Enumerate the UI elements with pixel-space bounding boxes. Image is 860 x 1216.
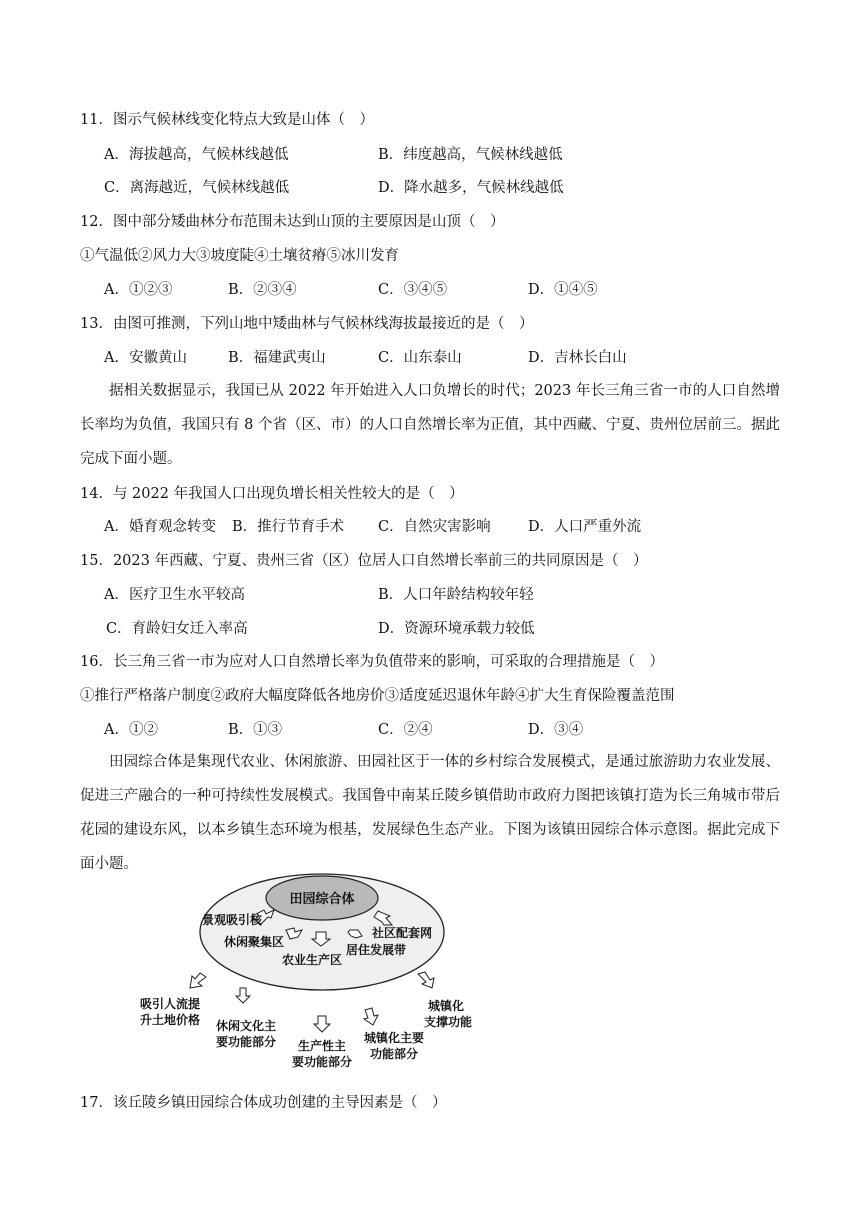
label-urban-func-2: 功能部分 bbox=[370, 1047, 419, 1061]
q11-option-d: D．降水越多，气候林线越低 bbox=[378, 180, 564, 196]
label-urban-support-2: 支撑功能 bbox=[424, 1015, 473, 1029]
diagram-center-label: 田园综合体 bbox=[289, 892, 355, 907]
q15-option-a: A．医疗卫生水平较高 bbox=[104, 587, 245, 603]
label-attract-2: 升土地价格 bbox=[140, 1013, 201, 1027]
q14-option-b: B．推行节育手术 bbox=[232, 519, 345, 535]
label-urban-support-1: 城镇化 bbox=[428, 999, 465, 1013]
q12-option-d: D．①④⑤ bbox=[528, 282, 598, 298]
q16-option-a: A．①② bbox=[104, 722, 158, 738]
q12-option-a: A．①②③ bbox=[104, 282, 173, 298]
arrow-icon bbox=[314, 1016, 330, 1032]
label-urban-func-1: 城镇化主要 bbox=[364, 1031, 425, 1045]
q13-option-a: A．安徽黄山 bbox=[104, 350, 187, 366]
q11-option-b: B．纬度越高，气候林线越低 bbox=[378, 147, 563, 163]
q15-option-c: C．育龄妇女迁入率高 bbox=[106, 621, 248, 637]
q12-option-c: C．③④⑤ bbox=[378, 282, 448, 298]
q16-option-b: B．①③ bbox=[228, 722, 283, 738]
label-leisure-func-1: 休闲文化主 bbox=[216, 1019, 277, 1033]
q11-option-a: A．海拔越高，气候林线越低 bbox=[104, 147, 289, 163]
question-12-stem: 12．图中部分矮曲林分布范围未达到山顶的主要原因是山顶（ ） bbox=[80, 214, 505, 230]
q16-items: ①推行严格落户制度②政府大幅度降低各地房价③适度延迟退休年龄④扩大生育保险覆盖范围 bbox=[80, 688, 675, 704]
question-14-stem: 14．与 2022 年我国人口出现负增长相关性较大的是（ ） bbox=[80, 486, 464, 502]
q13-option-d: D．吉林长白山 bbox=[528, 350, 627, 366]
q13-option-b: B．福建武夷山 bbox=[228, 350, 326, 366]
label-leisure-func-2: 要功能部分 bbox=[216, 1035, 277, 1049]
question-15-stem: 15．2023 年西藏、宁夏、贵州三省（区）位居人口自然增长率前三的共同原因是（ ） bbox=[80, 553, 648, 569]
q15-option-b: B．人口年龄结构较年轻 bbox=[378, 587, 534, 603]
label-attract-1: 吸引人流提 bbox=[140, 997, 201, 1011]
q15-option-d: D．资源环境承载力较低 bbox=[378, 621, 535, 637]
q16-option-d: D．③④ bbox=[528, 722, 584, 738]
q14-option-d: D．人口严重外流 bbox=[528, 519, 642, 535]
label-prod-func-1: 生产性主 bbox=[298, 1039, 347, 1053]
arrow-icon bbox=[236, 988, 250, 1003]
passage-population: 据相关数据显示，我国已从 2022 年开始进入人口负增长的时代；2023 年长三角三省一市的人口自然增长率均为负值，我国只有 8 个省（区、市）的人口自然增长率为正值，其中西藏、宁夏、贵州位居前三。据此完成下面小题。 bbox=[80, 383, 780, 467]
question-17-stem: 17．该丘陵乡镇田园综合体成功创建的主导因素是（ ） bbox=[80, 1095, 447, 1111]
label-leisure-zone: 休闲聚集区 bbox=[224, 935, 285, 949]
passage-pastoral-complex: 田园综合体是集现代农业、休闲旅游、田园社区于一体的乡村综合发展模式，是通过旅游助力农业发展、促进三产融合的一种可持续性发展模式。我国鲁中南某丘陵乡镇借助市政府力图把该镇打造为长三角城市带后花园的建设东风，以本乡镇生态环境为根基，发展绿色生态产业。下图为该镇田园综合体示意图。据此完成下面小题。 bbox=[80, 754, 780, 872]
q14-option-c: C．自然灾害影响 bbox=[378, 519, 491, 535]
q11-option-c: C．离海越近，气候林线越低 bbox=[104, 180, 290, 196]
arrow-icon bbox=[190, 973, 206, 988]
label-living-belt: 居住发展带 bbox=[346, 943, 407, 957]
q12-option-b: B．②③④ bbox=[228, 282, 297, 298]
arrow-icon bbox=[364, 1008, 378, 1025]
pastoral-complex-diagram bbox=[140, 870, 520, 1070]
label-prod-func-2: 要功能部分 bbox=[292, 1055, 353, 1069]
question-13-stem: 13．由图可推测，下列山地中矮曲林与气候林线海拔最接近的是（ ） bbox=[80, 316, 534, 332]
label-landscape-core: 景观吸引核 bbox=[202, 913, 263, 927]
label-community-network: 社区配套网 bbox=[372, 926, 433, 940]
question-16-stem: 16．长三角三省一市为应对人口自然增长率为负值带来的影响，可采取的合理措施是（ ） bbox=[80, 654, 664, 670]
q13-option-c: C．山东泰山 bbox=[378, 350, 462, 366]
label-agri-zone: 农业生产区 bbox=[282, 953, 343, 967]
question-11-stem: 11．图示气候林线变化特点大致是山体（ ） bbox=[80, 112, 374, 128]
q16-option-c: C．②④ bbox=[378, 722, 433, 738]
arrow-icon bbox=[418, 972, 434, 988]
q14-option-a: A．婚育观念转变 bbox=[104, 519, 216, 535]
q12-items: ①气温低②风力大③坡度陡④土壤贫瘠⑤冰川发育 bbox=[80, 248, 399, 264]
